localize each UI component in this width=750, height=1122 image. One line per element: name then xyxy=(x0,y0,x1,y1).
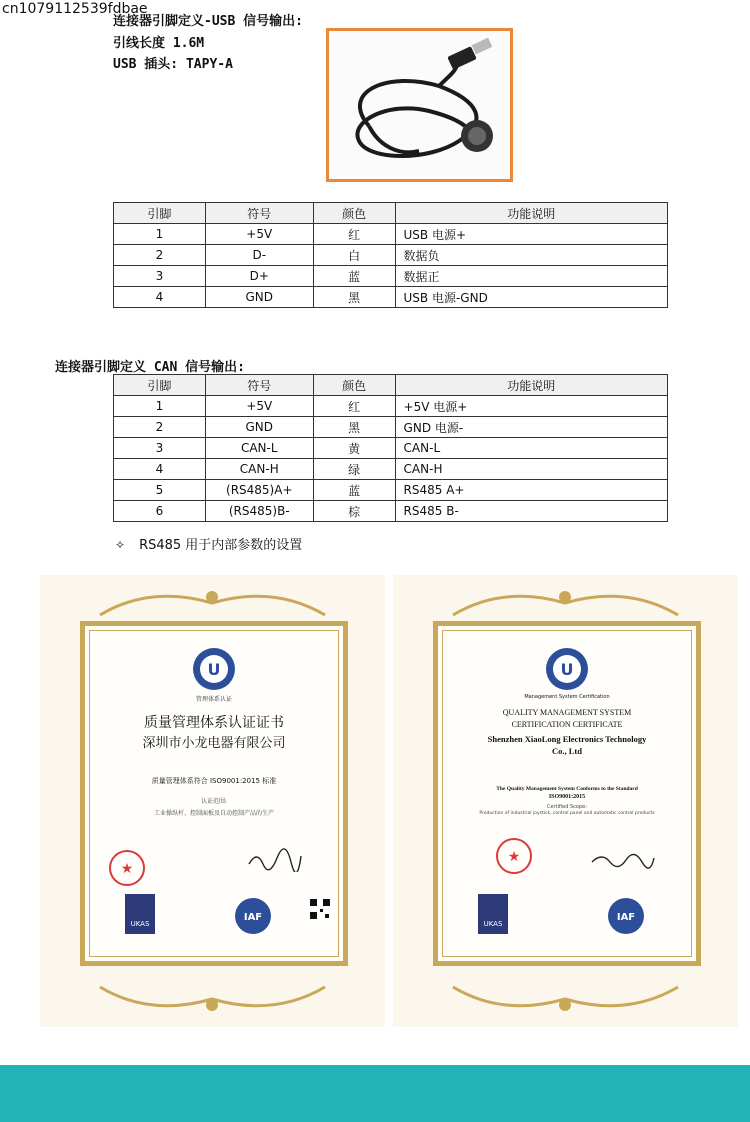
color-cell: 绿 xyxy=(313,459,395,480)
symbol-cell: D- xyxy=(205,245,313,266)
certification-logo-icon xyxy=(544,646,590,692)
header-symbol: 符号 xyxy=(205,203,313,224)
ukas-badge: UKAS xyxy=(125,894,155,934)
color-cell: 白 xyxy=(313,245,395,266)
certificate-title-line1: QUALITY MANAGEMENT SYSTEM xyxy=(502,708,632,717)
color-cell: 蓝 xyxy=(313,480,395,501)
table-row xyxy=(114,266,668,287)
rs485-note-text: RS485 用于内部参数的设置 xyxy=(139,538,303,553)
function-cell: USB 电源-GND xyxy=(395,287,667,308)
can-pin-table xyxy=(113,374,668,522)
qr-code-icon xyxy=(309,898,331,920)
svg-text:U: U xyxy=(560,660,574,679)
conform-text: The Quality Management System Conforms to the Standard xyxy=(496,786,638,792)
symbol-cell: (RS485)B- xyxy=(205,501,313,522)
function-cell: 数据正 xyxy=(395,266,667,287)
svg-text:U: U xyxy=(207,660,221,679)
certificate-title-line2: CERTIFICATION CERTIFICATE xyxy=(511,720,623,729)
pin-cell: 1 xyxy=(114,224,206,245)
header-function: 功能说明 xyxy=(395,203,667,224)
symbol-cell: +5V xyxy=(205,396,313,417)
scope-label: 认证范围: xyxy=(200,798,228,805)
pin-cell: 3 xyxy=(114,266,206,287)
color-cell: 黄 xyxy=(313,438,395,459)
pin-cell: 6 xyxy=(114,501,206,522)
pin-cell: 2 xyxy=(114,417,206,438)
company-name: 深圳市小龙电器有限公司 xyxy=(142,736,286,751)
symbol-cell: CAN-L xyxy=(205,438,313,459)
symbol-cell: GND xyxy=(205,417,313,438)
certificate-frame xyxy=(80,621,348,966)
certificate-english xyxy=(393,575,738,1027)
iaf-label: IAF xyxy=(616,912,636,923)
can-table-header-row xyxy=(114,375,668,396)
symbol-cell: (RS485)A+ xyxy=(205,480,313,501)
certificate-frame xyxy=(433,621,701,966)
signature-icon xyxy=(588,848,658,872)
company-name-line1: Shenzhen XiaoLong Electronics Technology xyxy=(487,734,647,744)
color-cell: 黑 xyxy=(313,417,395,438)
usb-plug-text: USB 插头: TAPY-A xyxy=(113,57,233,72)
standard-text: ISO9001:2015 xyxy=(548,794,586,800)
usb-cable-image xyxy=(329,31,510,179)
usb-table-header-row xyxy=(114,203,668,224)
red-seal-icon xyxy=(107,848,147,888)
watermark: cn1079112539fdbae xyxy=(2,1,148,17)
logo-caption: 管理体系认证 xyxy=(195,696,232,703)
symbol-cell: GND xyxy=(205,287,313,308)
function-cell: +5V 电源+ xyxy=(395,396,667,417)
symbol-cell: +5V xyxy=(205,224,313,245)
pin-cell: 2 xyxy=(114,245,206,266)
header-pin: 引脚 xyxy=(114,203,206,224)
signature-icon xyxy=(245,848,305,872)
function-cell: RS485 B- xyxy=(395,501,667,522)
function-cell: USB 电源+ xyxy=(395,224,667,245)
header-function: 功能说明 xyxy=(395,375,667,396)
pin-cell: 3 xyxy=(114,438,206,459)
color-cell: 蓝 xyxy=(313,266,395,287)
function-cell: CAN-H xyxy=(395,459,667,480)
table-row xyxy=(114,245,668,266)
symbol-cell: D+ xyxy=(205,266,313,287)
bottom-color-bar xyxy=(0,1065,750,1122)
function-cell: 数据负 xyxy=(395,245,667,266)
standard-text: 质量管理体系符合 ISO9001:2015 标准 xyxy=(151,777,277,785)
table-row xyxy=(114,438,668,459)
certificate-chinese xyxy=(40,575,385,1027)
logo-caption: Management System Certification xyxy=(524,694,610,700)
pin-cell: 1 xyxy=(114,396,206,417)
color-cell: 红 xyxy=(313,224,395,245)
table-row xyxy=(114,501,668,522)
function-cell: GND 电源- xyxy=(395,417,667,438)
header-color: 颜色 xyxy=(313,203,395,224)
iaf-logo-icon xyxy=(606,896,646,936)
table-row xyxy=(114,480,668,501)
table-row xyxy=(114,287,668,308)
certificate-title: 质量管理体系认证证书 xyxy=(144,715,284,731)
ukas-badge: UKAS xyxy=(478,894,508,934)
pin-cell: 5 xyxy=(114,480,206,501)
header-symbol: 符号 xyxy=(205,375,313,396)
svg-text:★: ★ xyxy=(507,849,521,865)
usb-pin-table xyxy=(113,202,668,308)
color-cell: 黑 xyxy=(313,287,395,308)
pin-cell: 4 xyxy=(114,459,206,480)
table-row xyxy=(114,396,668,417)
header-color: 颜色 xyxy=(313,375,395,396)
red-seal-icon xyxy=(494,836,534,876)
svg-text:★: ★ xyxy=(120,861,134,877)
pin-cell: 4 xyxy=(114,287,206,308)
company-name-line2: Co., Ltd xyxy=(552,746,582,756)
diamond-bullet-icon: ✧ xyxy=(115,538,126,552)
table-row xyxy=(114,417,668,438)
header-pin: 引脚 xyxy=(114,375,206,396)
rs485-note xyxy=(115,534,302,553)
usb-section-title: 连接器引脚定义-USB 信号输出: xyxy=(113,14,303,29)
iaf-logo-icon xyxy=(233,896,273,936)
color-cell: 棕 xyxy=(313,501,395,522)
certification-logo-icon xyxy=(191,646,237,692)
scope-text: Production of industrial joystick, control panel and automatic control products xyxy=(479,811,655,816)
table-row xyxy=(114,224,668,245)
function-cell: RS485 A+ xyxy=(395,480,667,501)
scope-text: 工业操纵杆、控制面板及自动控制产品的生产 xyxy=(153,810,274,817)
usb-cable-photo xyxy=(326,28,513,182)
table-row xyxy=(114,459,668,480)
cable-length-text: 引线长度 1.6M xyxy=(113,36,205,51)
iaf-label: IAF xyxy=(243,912,263,923)
symbol-cell: CAN-H xyxy=(205,459,313,480)
can-section-title: 连接器引脚定义 CAN 信号输出: xyxy=(55,360,245,375)
color-cell: 红 xyxy=(313,396,395,417)
scope-label: Certified Scope: xyxy=(547,804,587,810)
function-cell: CAN-L xyxy=(395,438,667,459)
